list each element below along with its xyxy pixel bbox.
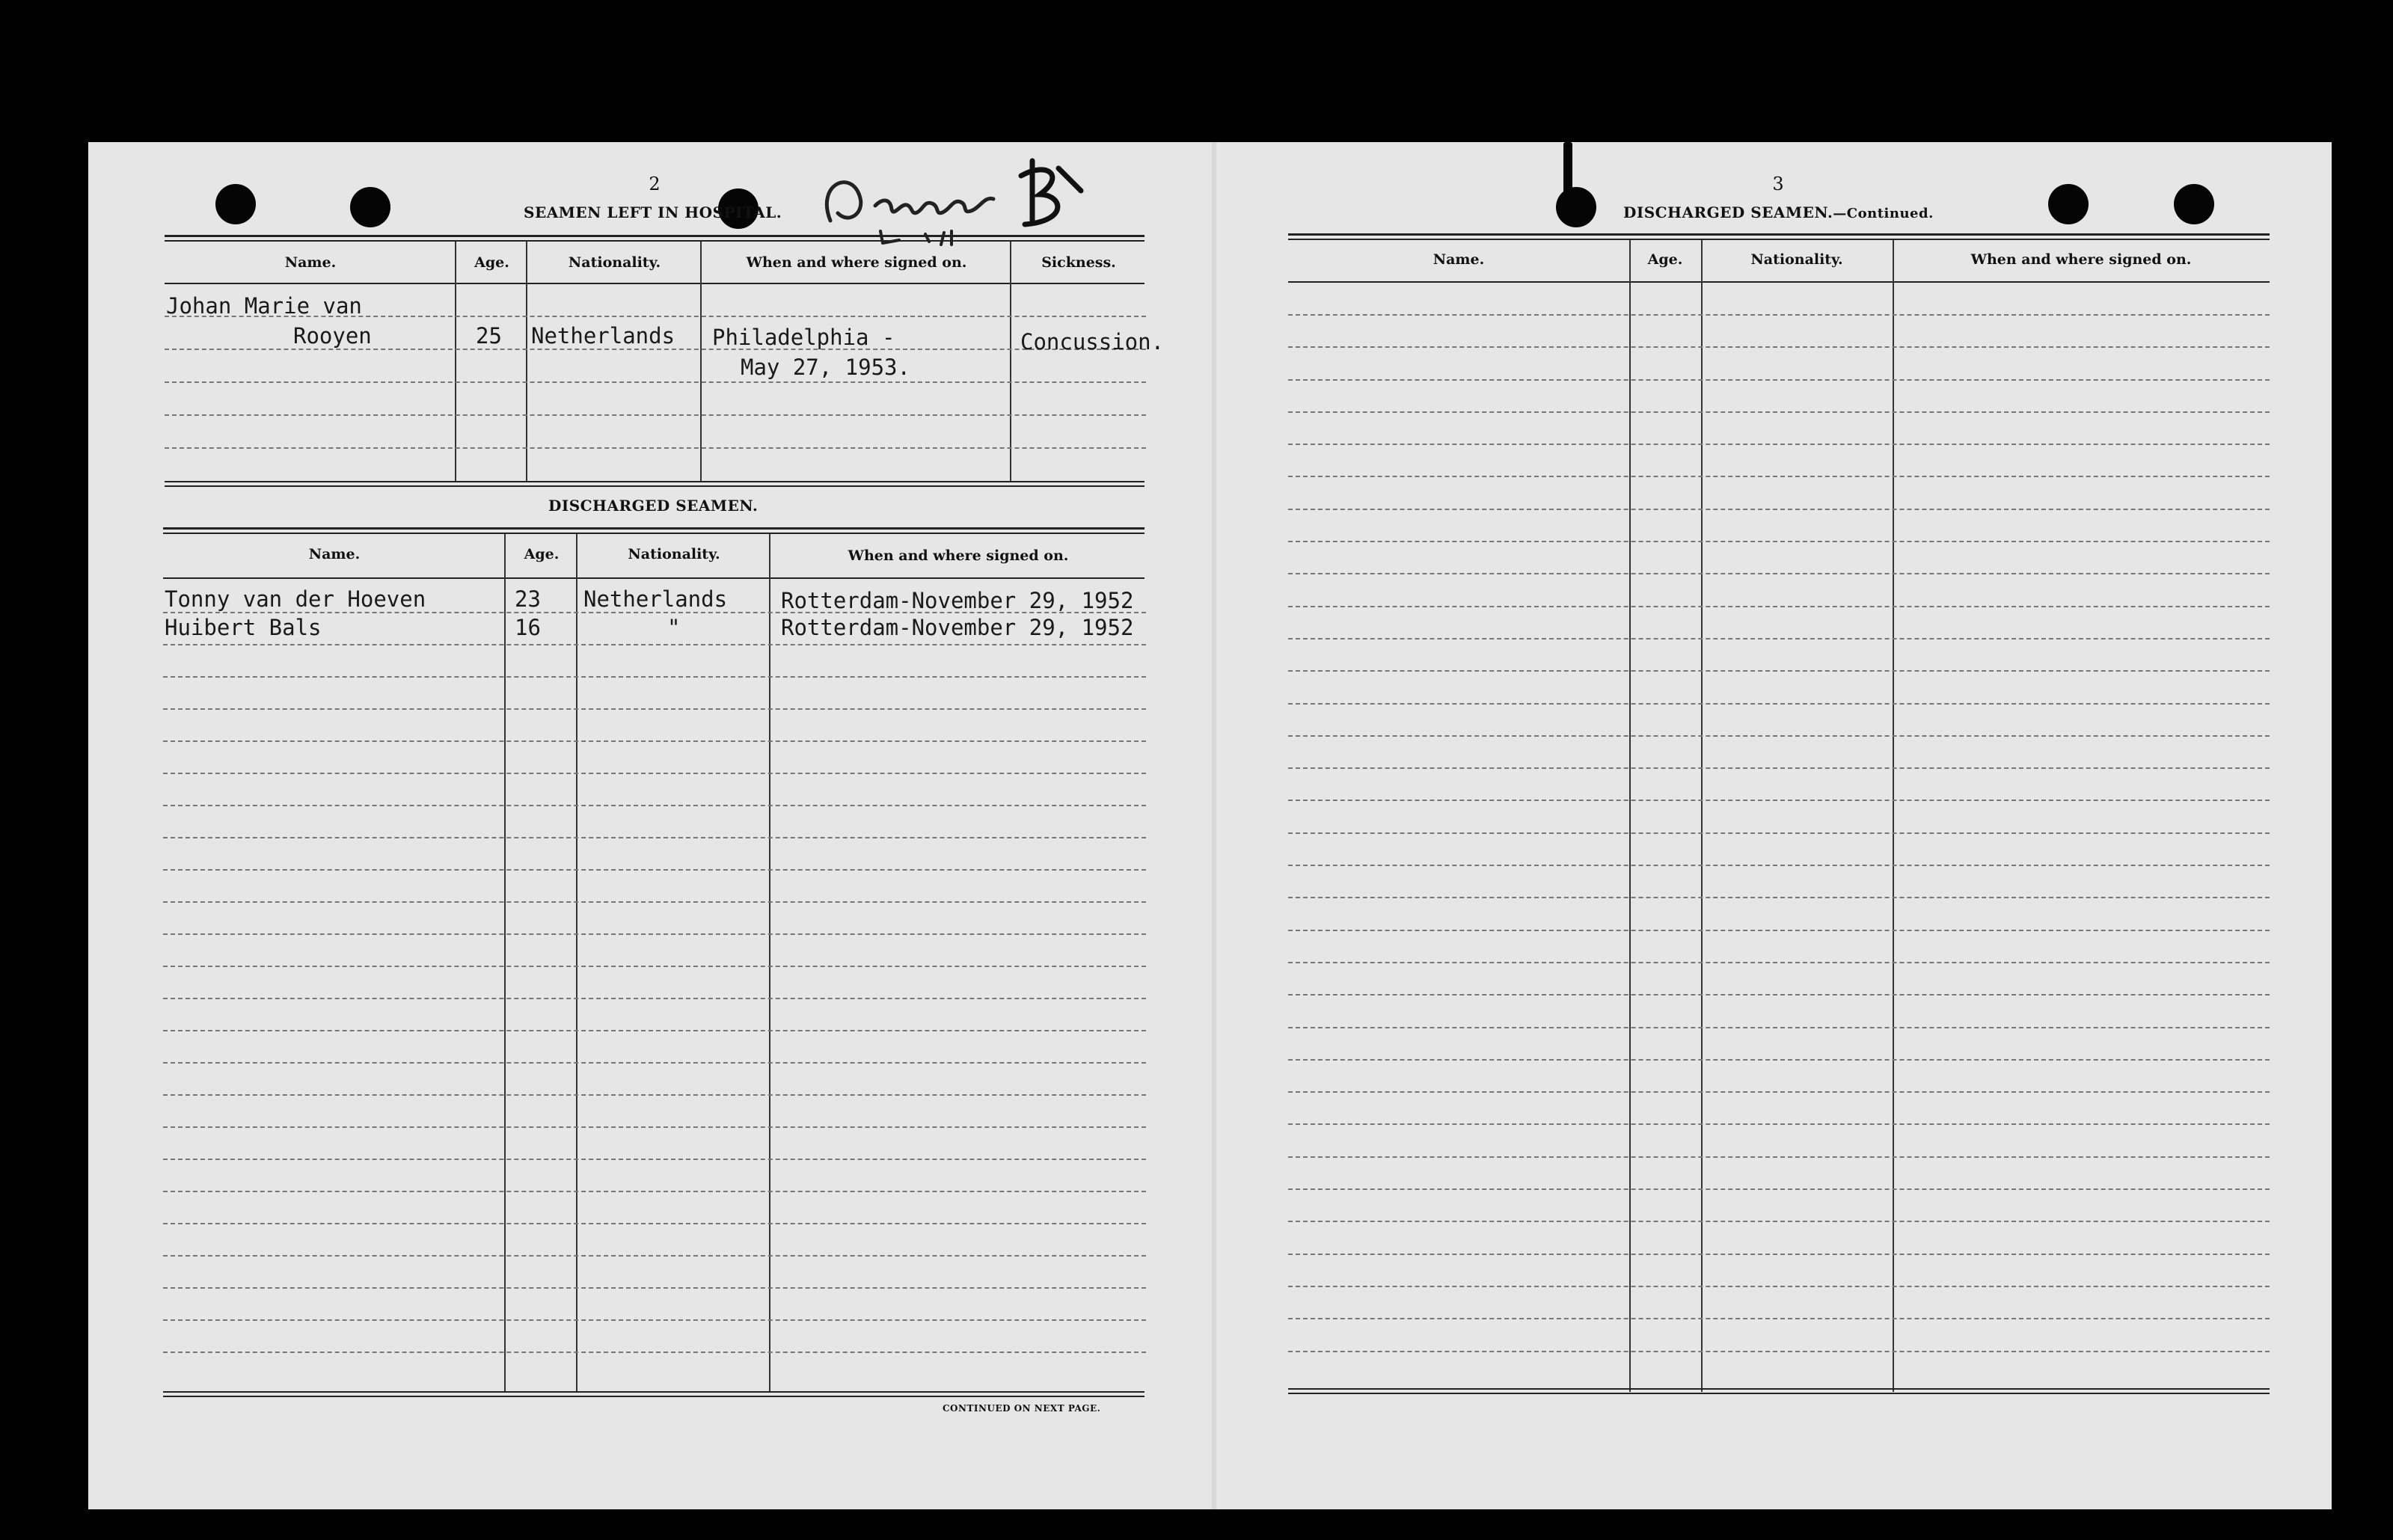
discharged-row-1-signed: Rotterdam-November 29, 1952 bbox=[781, 588, 1134, 613]
page-number-right: 3 bbox=[1772, 174, 1784, 194]
hospital-entry-nationality: Netherlands bbox=[531, 323, 675, 349]
row-line bbox=[1288, 411, 2270, 413]
hospital-entry-signed-2: May 27, 1953. bbox=[741, 355, 910, 380]
row-line bbox=[163, 1223, 1146, 1224]
row-line bbox=[163, 933, 1146, 935]
discharged-header-name: Name. bbox=[308, 546, 361, 562]
continued-footer: CONTINUED ON NEXT PAGE. bbox=[943, 1403, 1101, 1414]
row-line bbox=[1288, 444, 2270, 445]
row-line bbox=[1288, 379, 2270, 381]
row-line bbox=[1288, 1318, 2270, 1319]
discharged-header-age: Age. bbox=[524, 546, 560, 562]
row-line bbox=[1288, 865, 2270, 866]
discharged-row-2-name: Huibert Bals bbox=[165, 615, 322, 640]
row-line bbox=[1288, 476, 2270, 477]
row-line bbox=[1288, 638, 2270, 639]
row-line bbox=[163, 676, 1146, 678]
hospital-header-age: Age. bbox=[474, 254, 509, 271]
discharged-section-title: DISCHARGED SEAMEN. bbox=[548, 497, 759, 515]
row-line bbox=[163, 740, 1146, 742]
row-line bbox=[1288, 1188, 2270, 1190]
right-header-name: Name. bbox=[1433, 251, 1485, 268]
discharged-row-2-signed: Rotterdam-November 29, 1952 bbox=[781, 615, 1134, 640]
row-line bbox=[163, 1159, 1146, 1160]
row-line bbox=[1288, 994, 2270, 996]
row-line bbox=[163, 644, 1146, 645]
row-line bbox=[163, 708, 1146, 710]
row-line bbox=[1288, 1123, 2270, 1125]
row-line bbox=[163, 901, 1146, 903]
row-line bbox=[1288, 1254, 2270, 1255]
row-line bbox=[163, 1352, 1146, 1353]
row-line bbox=[163, 1030, 1146, 1031]
right-section-title-suffix: —Continued. bbox=[1833, 206, 1934, 221]
right-header-age: Age. bbox=[1647, 251, 1683, 268]
row-line bbox=[1288, 346, 2270, 348]
row-line bbox=[1288, 606, 2270, 607]
discharged-header-nationality: Nationality. bbox=[628, 546, 720, 562]
row-line bbox=[1288, 573, 2270, 574]
row-line bbox=[163, 1062, 1146, 1064]
hospital-section-title: SEAMEN LEFT IN HOSPITAL. bbox=[524, 203, 782, 221]
handwritten-annotation bbox=[808, 153, 1092, 254]
hospital-header-name: Name. bbox=[284, 254, 337, 271]
right-section-title-text: DISCHARGED SEAMEN. bbox=[1623, 203, 1833, 221]
row-line bbox=[1288, 509, 2270, 510]
discharged-row-1-nationality: Netherlands bbox=[583, 586, 728, 612]
hospital-entry-signed-1: Philadelphia - bbox=[712, 325, 895, 350]
hospital-entry-name-2: Rooyen bbox=[293, 323, 372, 349]
discharged-header-signed: When and where signed on. bbox=[848, 547, 1069, 564]
punch-hole bbox=[350, 187, 390, 227]
punch-hole bbox=[215, 184, 256, 224]
row-line bbox=[163, 1287, 1146, 1289]
row-line bbox=[1288, 930, 2270, 931]
row-line bbox=[163, 869, 1146, 871]
binder-clip bbox=[1563, 142, 1572, 209]
hospital-header-nationality: Nationality. bbox=[568, 254, 661, 271]
row-line bbox=[1288, 1091, 2270, 1093]
row-line bbox=[1288, 1286, 2270, 1287]
row-line bbox=[163, 837, 1146, 838]
punch-hole bbox=[1556, 187, 1596, 227]
hospital-header-signed: When and where signed on. bbox=[746, 254, 967, 271]
row-line bbox=[1288, 703, 2270, 705]
row-line bbox=[163, 1191, 1146, 1192]
row-line bbox=[163, 805, 1146, 806]
row-line bbox=[163, 773, 1146, 774]
row-line bbox=[1288, 1027, 2270, 1028]
page-fold bbox=[1212, 142, 1216, 1509]
row-line bbox=[1288, 314, 2270, 316]
row-line bbox=[163, 1255, 1146, 1257]
discharged-row-1-age: 23 bbox=[515, 586, 541, 612]
discharged-row-1-name: Tonny van der Hoeven bbox=[165, 586, 426, 612]
right-section-title bbox=[1623, 203, 1934, 221]
row-line bbox=[1288, 1351, 2270, 1352]
row-line bbox=[1288, 541, 2270, 542]
punch-hole bbox=[2048, 184, 2089, 224]
punch-hole bbox=[2174, 184, 2214, 224]
row-line bbox=[163, 1094, 1146, 1096]
right-header-nationality: Nationality. bbox=[1750, 251, 1843, 268]
row-line bbox=[1288, 670, 2270, 672]
row-line bbox=[1288, 897, 2270, 898]
row-line bbox=[1288, 1059, 2270, 1061]
row-line bbox=[163, 1126, 1146, 1128]
row-line bbox=[1288, 735, 2270, 737]
hospital-header-sickness: Sickness. bbox=[1041, 254, 1116, 271]
hospital-entry-name-1: Johan Marie van bbox=[166, 293, 362, 319]
row-line bbox=[163, 998, 1146, 999]
row-line bbox=[1288, 767, 2270, 769]
hospital-top-rule bbox=[165, 235, 1145, 237]
row-line bbox=[1288, 1156, 2270, 1158]
row-line bbox=[1288, 962, 2270, 963]
discharged-row-2-age: 16 bbox=[515, 615, 541, 640]
row-line bbox=[163, 1319, 1146, 1321]
hospital-entry-age: 25 bbox=[476, 323, 502, 349]
page-number-left: 2 bbox=[649, 174, 661, 194]
row-line bbox=[1288, 1221, 2270, 1222]
row-line bbox=[1288, 800, 2270, 801]
discharged-row-2-nationality: " bbox=[667, 615, 681, 640]
row-line bbox=[1288, 832, 2270, 834]
hospital-entry-sickness: Concussion. bbox=[1020, 329, 1165, 355]
row-line bbox=[163, 966, 1146, 967]
right-header-signed: When and where signed on. bbox=[1970, 251, 2192, 268]
